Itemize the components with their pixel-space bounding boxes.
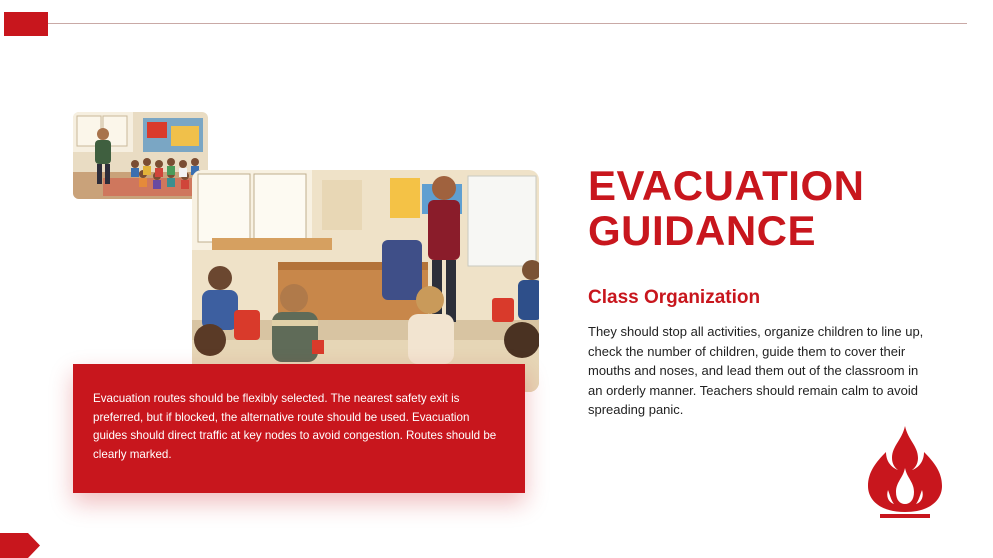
fire-icon bbox=[862, 424, 948, 522]
callout-text: Evacuation routes should be flexibly selected. The nearest safety exit is preferred, but if blocked, the alternative route should be used. Evacuation guides should direct traffic at key nodes to avoid congestion. Routes should be clearly marked. bbox=[93, 392, 497, 461]
corner-arrow-decoration bbox=[0, 533, 40, 558]
title-line-2: GUIDANCE bbox=[588, 207, 817, 254]
section-body-text: They should stop all activities, organize children to line up, check the number of children, guide them to cover their mouths and noses, and lead them out of the classroom in an orderly manner. Teachers should remain calm to avoid spreading panic. bbox=[588, 324, 924, 417]
header-accent-block bbox=[4, 12, 48, 36]
section-subtitle: Class Organization bbox=[588, 287, 761, 308]
header-divider bbox=[48, 23, 967, 24]
classroom-photo-small bbox=[73, 112, 208, 199]
slide-title bbox=[588, 163, 864, 253]
evacuation-route-callout bbox=[73, 364, 525, 493]
classroom-photo-large bbox=[192, 170, 539, 392]
title-line-1: EVACUATION bbox=[588, 162, 865, 209]
